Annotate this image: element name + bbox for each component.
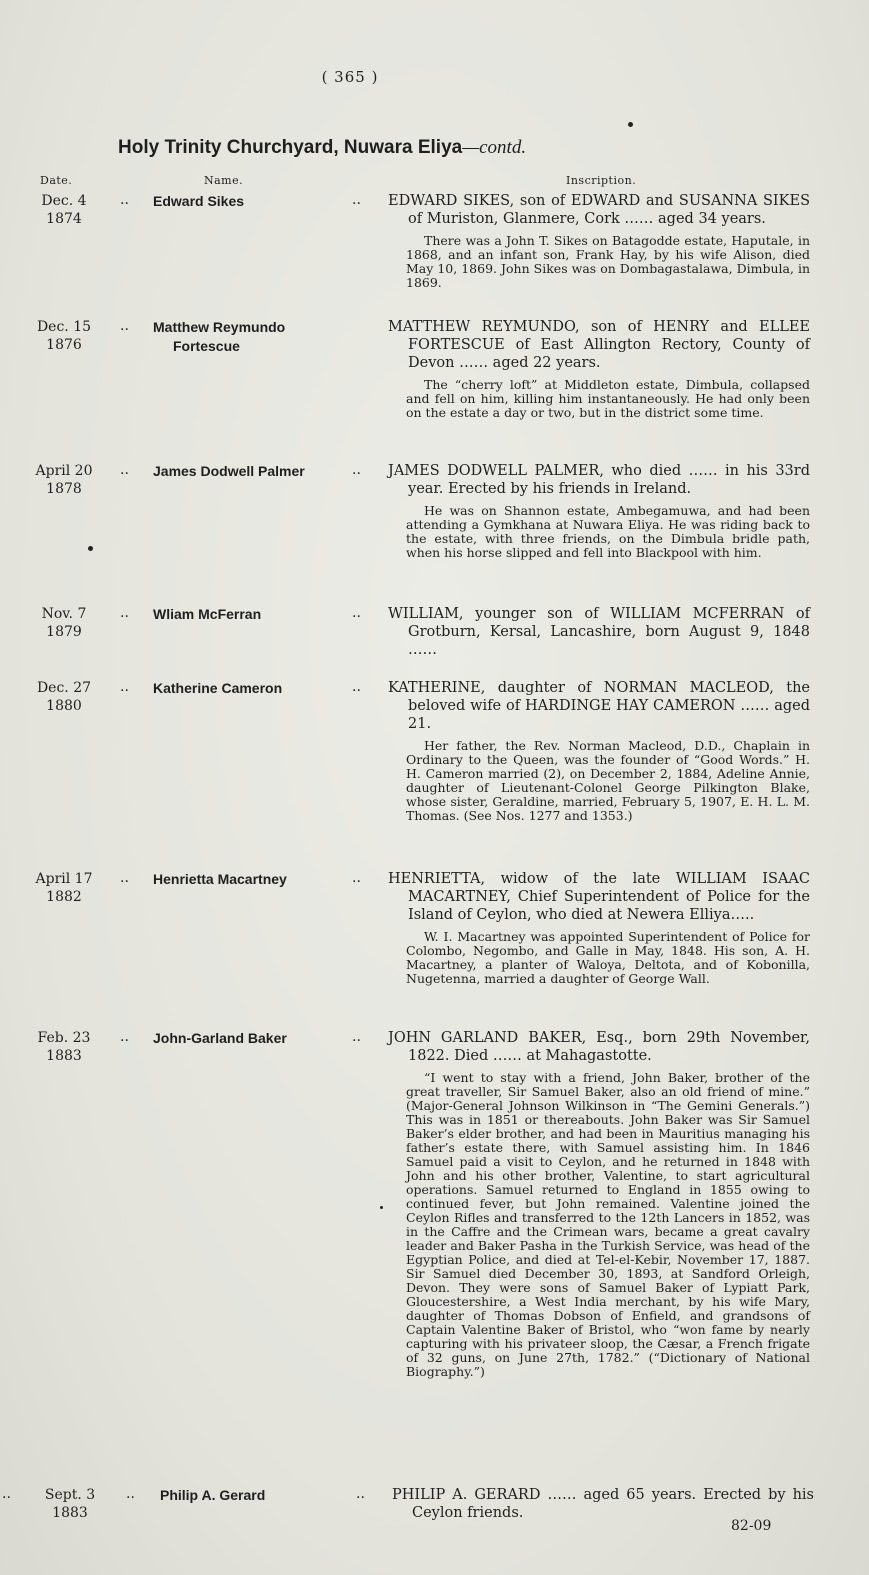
- entry-date: Dec. 15 1876: [36, 319, 92, 353]
- entry-date: April 17 1882: [35, 871, 93, 905]
- entry-inscription: PHILIP A. GERARD …… aged 65 years. Erected by his Ceylon friends.: [392, 1487, 814, 1521]
- separator: ..: [120, 870, 129, 886]
- entry-note: Her father, the Rev. Norman Macleod, D.D., Chaplain in Ordinary to the Queen, was the founder of “Good Words.” H. H. Cameron married (2), on December 2, 1884, Adeline Annie, daughter of Lieutenant-Colonel George Pilkington Blake, whose sister, Geraldine, married, February 5, 1907, E. H. L. M. Thomas. (See Nos. 1277 and 1353.): [406, 738, 810, 823]
- page-number: ( 365 ): [321, 68, 379, 86]
- entry-name: Philip A. Gerard: [160, 1487, 266, 1503]
- entry-name: James Dodwell Palmer: [153, 463, 305, 479]
- ink-speck: [628, 122, 633, 127]
- separator: ..: [120, 679, 129, 695]
- entry-date: Nov. 7 1879: [41, 606, 87, 640]
- separator: ..: [352, 1029, 361, 1045]
- separator: ..: [120, 605, 129, 621]
- header-inscription: Inscription.: [566, 174, 637, 187]
- separator: ..: [352, 679, 361, 695]
- entry-note: The “cherry loft” at Middleton estate, Dimbula, collapsed and fell on him, killing him instantaneously. He had only been on the estate a day or two, but in the district some time.: [406, 377, 810, 420]
- separator: ..: [2, 1486, 11, 1502]
- entry-inscription: EDWARD SIKES, son of EDWARD and SUSANNA SIKES of Muriston, Glanmere, Cork …… aged 34 years.: [388, 193, 810, 227]
- separator: ..: [120, 318, 129, 334]
- entry-inscription: JAMES DODWELL PALMER, who died …… in his 33rd year. Erected by his friends in Ireland.: [388, 463, 810, 497]
- footer-code: 82-09: [731, 1518, 772, 1534]
- entry-name: Katherine Cameron: [153, 680, 283, 696]
- entry-date: Dec. 4 1874: [41, 193, 87, 227]
- separator: ..: [120, 192, 129, 208]
- separator: ..: [352, 462, 361, 478]
- entry-date: Dec. 27 1880: [36, 680, 92, 714]
- entry-inscription: WILLIAM, younger son of WILLIAM MCFERRAN of Grotburn, Kersal, Lancashire, born August 9, 1848 ……: [388, 606, 810, 658]
- entry-date: Sept. 3 1883: [44, 1487, 96, 1521]
- entry-note: There was a John T. Sikes on Batagodde estate, Haputale, in 1868, and an infant son, Frank Hay, by his wife Alison, died May 10, 1869. John Sikes was on Dombagastalawa, Dimbula, in 1869.: [406, 233, 810, 290]
- separator: ..: [352, 192, 361, 208]
- ink-speck: [380, 1206, 383, 1209]
- separator: ..: [126, 1486, 135, 1502]
- entry-date: April 20 1878: [35, 463, 93, 497]
- entry-date: Feb. 23 1883: [37, 1030, 91, 1064]
- header-name: Name.: [204, 174, 244, 187]
- header-date: Date.: [40, 174, 73, 187]
- entry-name: John-Garland Baker: [153, 1030, 287, 1046]
- ink-speck: [88, 546, 93, 551]
- entry-name: Henrietta Macartney: [153, 871, 287, 887]
- entry-inscription: HENRIETTA, widow of the late WILLIAM ISAAC MACARTNEY, Chief Superintendent of Police for the Island of Ceylon, who died at Newera Elliya…..: [388, 871, 810, 923]
- title-suffix: —contd.: [462, 137, 527, 158]
- entry-note: W. I. Macartney was appointed Superintendent of Police for Colombo, Negombo, and Galle in May, 1848. His son, A. H. Macartney, a planter of Waloya, Deltota, and of Kobonilla, Nugetenna, married a daughter of George Wall.: [406, 929, 810, 986]
- entry-name: Edward Sikes: [153, 193, 245, 209]
- entry-inscription: KATHERINE, daughter of NORMAN MACLEOD, the beloved wife of HARDINGE HAY CAMERON …… aged 21.: [388, 680, 810, 732]
- entry-inscription: JOHN GARLAND BAKER, Esq., born 29th November, 1822. Died …… at Mahagastotte.: [388, 1030, 810, 1064]
- entry-inscription: MATTHEW REYMUNDO, son of HENRY and ELLEE FORTESCUE of East Allington Rectory, County of Devon …… aged 22 years.: [388, 319, 810, 371]
- page-title: [118, 137, 526, 159]
- title-main: Holy Trinity Churchyard, Nuwara Eliya: [118, 137, 463, 158]
- separator: ..: [120, 462, 129, 478]
- entry-name: Wliam McFerran: [153, 606, 262, 622]
- entry-note: “I went to stay with a friend, John Baker, brother of the great traveller, Sir Samuel Baker, also an old friend of mine.” (Major-General Johnson Wilkinson in “The Gemini Generals.”) This was in 1851 or thereabouts. John Baker was Sir Samuel Baker’s elder brother, and had been in Mauritius managing his father’s estate there, with Samuel assisting him. In 1846 Samuel paid a visit to Ceylon, and he returned in 1848 with John and his other brother, Valentine, to start agricultural operations. Samuel returned to England in 1855 owing to continued fever, but John remained. Valentine joined the Ceylon Rifles and transferred to the 12th Lancers in 1852, was in the Caffre and the Crimean wars, became a great cavalry leader and Baker Pasha in the Turkish Service, was head of the Egyptian Police, and died at Tel-el-Kebir, November 17, 1887. Sir Samuel died December 30, 1893, at Sandford Orleigh, Devon. They were sons of Samuel Baker of Lypiatt Park, Gloucestershire, a West India merchant, by his wife Mary, daughter of Thomas Dobson of Enfield, and grandsons of Captain Valentine Baker of Bristol, who “won fame by nearly capturing with his privateer sloop, the Cæsar, a French frigate of 32 guns, on June 27th, 1782.” (“Dictionary of National Biography.”): [406, 1070, 810, 1379]
- separator: ..: [352, 605, 361, 621]
- entry-note: He was on Shannon estate, Ambegamuwa, and had been attending a Gymkhana at Nuwara Eliya. He was riding back to the estate, with three friends, on the Dimbula bridle path, when his horse slipped and fell into Blackpool with him.: [406, 503, 810, 560]
- separator: ..: [352, 870, 361, 886]
- separator: ..: [356, 1486, 365, 1502]
- separator: ..: [120, 1029, 129, 1045]
- entry-name: Matthew Reymundo Fortescue: [153, 319, 286, 354]
